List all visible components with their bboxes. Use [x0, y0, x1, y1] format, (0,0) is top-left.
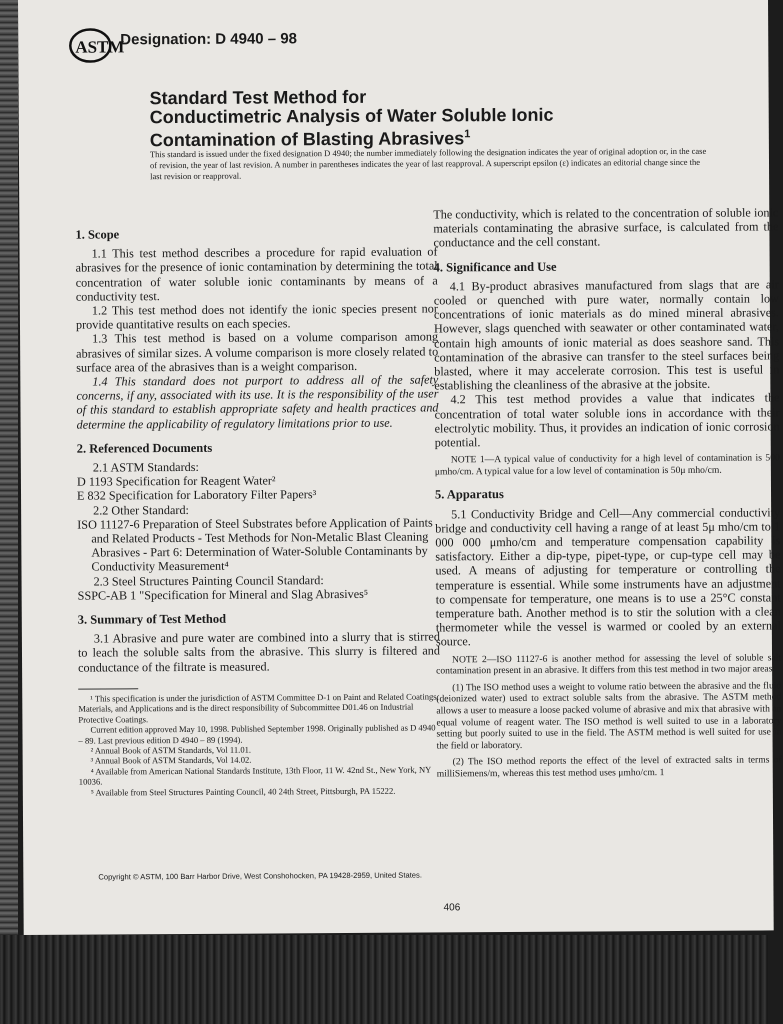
footnote-1-edition: Current edition approved May 10, 1998. Published September 1998. Originally published as D 4940 – 89. Last previous edition D 4940 – 89 (1994).: [78, 722, 436, 746]
footnote-divider: [78, 688, 138, 689]
ref-2-3: 2.3 Steel Structures Painting Council Standard:: [93, 572, 324, 589]
standard-note: This standard is issued under the fixed designation D 4940; the number immediately following the designation indicates the year of original adoption or, in the case of revision, the year of last revision. A number in parentheses indicates the year of last reapproval. A superscript epsilon (ε) indicates an editorial change since the last revision or reapproval.: [149, 145, 707, 182]
footnotes: [78, 691, 441, 797]
section-summary-heading: 3. Summary of Test Method: [77, 611, 227, 627]
document-title: [150, 86, 630, 150]
footnote-5: ⁵ Available from Steel Structures Painting Council, 40 24th Street, Pittsburgh, PA 15222.: [90, 785, 396, 798]
ref-2-2: 2.2 Other Standard:: [93, 502, 189, 518]
ref-sspc-ab1: SSPC-AB 1 "Specification for Mineral and Slag Abrasives⁵: [77, 586, 369, 603]
summary-3-1: 3.1 Abrasive and pure water are combined into a slurry that is stirred to leach the soluble salts from the abrasive. This slurry is filtered and conductance of the filtrate is measured.: [77, 629, 441, 675]
note-2-item-1: (1) The ISO method uses a weight to volume ratio between the abrasive and the fluid (deionized water) used to extract soluble salts from the abrasive. The ASTM method allows a user to measure a loose packed volume of abrasive and mix that abrasive with an equal volume of reagent water. The ISO method is well suited to use in a laboratory setting but poorly suited to use in the field. The ASTM method is well suited for use in the field or laboratory.: [436, 680, 782, 752]
footnote-1: ¹ This specification is under the jurisdiction of ASTM Committee D-1 on Paint and Related Coatings, Materials, and Applications and is the direct responsibility of Subcommittee D01.46 on Industrial Protective Coatings.: [78, 691, 439, 725]
note-2-item-2: (2) The ISO method reports the effect of the level of extracted salts in terms of milliSiemens/m, whereas this test method uses μmho/cm. 1: [436, 754, 782, 780]
significance-4-1: 4.1 By-product abrasives manufactured from slags that are air cooled or quenched with pure water, normally contain low concentrations of ionic materials as do mined mineral abrasives. However, slags quenched with seawater or other contaminated water, contain high amounts of ionic material as does seashore sand. This contamination of the abrasive can transfer to the steel surfaces being blasted, where it may accelerate corrosion. This test is useful in establishing the cleanliness of the abrasive at the jobsite.: [433, 277, 780, 393]
footnote-4: ⁴ Available from American National Standards Institute, 13th Floor, 11 W. 42nd St., New York, NY 10036.: [78, 764, 432, 787]
astm-logo-icon: [68, 25, 125, 63]
title-line-2: Conductimetric Analysis of Water Soluble Ionic: [149, 104, 554, 128]
copyright-line: Copyright © ASTM, 100 Barr Harbor Drive, West Conshohocken, PA 19428-2959, United States.: [98, 870, 422, 882]
scan-left-edge: [0, 0, 18, 1024]
scope-1-3: 1.3 This test method is based on a volume comparison among abrasives of similar sizes. A volume comparison is more closely related to surface area of the abrasives than is a weight comparison.: [76, 329, 439, 375]
note-2: NOTE 2—ISO 11127-6 is another method for assessing the level of soluble salt contamination present in an abrasive. It differs from this test method in two major areas:: [436, 652, 782, 677]
section-referenced-heading: 2. Referenced Documents: [76, 440, 213, 456]
note-1: NOTE 1—A typical value of conductivity for a high level of contamination is 500 μmho/cm. A typical value for a low level of contamination is 50μ mho/cm.: [434, 452, 780, 478]
ref-iso-11127-6: ISO 11127-6 Preparation of Steel Substrates before Application of Paints and Related Products - Test Methods for Non-Metalic Blast Cleaning Abrasives - Part 6: Determination of Water-Soluble Contaminants by Conductivity Measurement⁴: [77, 515, 433, 575]
section-scope-heading: 1. Scope: [75, 227, 120, 242]
title-line-3: Contamination of Blasting Abrasives: [149, 128, 465, 151]
footnote-3: ³ Annual Book of ASTM Standards, Vol 14.02.: [90, 754, 252, 766]
scope-1-4: 1.4 This standard does not purport to address all of the safety concerns, if any, associated with its use. It is the responsibility of the user of this standard to establish appropriate safety and health practices and determine the applicability of regulatory limitations prior to use.: [76, 372, 439, 432]
designation: Designation: D 4940 – 98: [120, 30, 298, 49]
footnote-2: ² Annual Book of ASTM Standards, Vol 11.01.: [90, 744, 252, 756]
title-line-1: Standard Test Method for: [149, 86, 367, 109]
significance-4-2: 4.2 This test method provides a value that indicates the concentration of total water soluble ions in accordance with their electrolytic mobility. Thus, it provides an indication of ionic corrosion potential.: [434, 390, 780, 450]
right-column: [433, 205, 782, 785]
scan-bottom-edge: [0, 935, 768, 1024]
section-significance-heading: 4. Significance and Use: [433, 259, 557, 275]
scope-1-1: 1.1 This test method describes a procedure for rapid evaluation of abrasives for the presence of ionic contamination by determining the total concentration of water soluble ionic contaminants by means of a conductivity test.: [75, 244, 438, 304]
ref-e832: E 832 Specification for Laboratory Filter Papers³: [76, 487, 317, 504]
page-number: 406: [443, 902, 461, 914]
left-column: [75, 215, 441, 797]
title-footnote-mark: 1: [464, 128, 471, 141]
ref-d1193: D 1193 Specification for Reagent Water²: [76, 473, 276, 489]
document-page: [18, 0, 782, 935]
summary-3-1-continued: The conductivity, which is related to the concentration of soluble ionic materials contaminating the abrasive surface, is calculated from the conductance and the cell constant.: [433, 205, 779, 250]
apparatus-5-1: 5.1 Conductivity Bridge and Cell—Any commercial conductivity bridge and conductivity cell having a range of at least 5μ mho/cm to 1 000 000 μmho/cm and temperature compensation capability is satisfactory. Either a dip-type, pipet-type, or cup-type cell may be used. A means of adjusting for temperature or controlling the temperature is essential. While some instruments have an adjustment to compensate for temperature, one means is to use a 25°C constant temperature bath. Another method is to stir the solution with a clean thermometer while the vessel is warmed or cooled by an external source.: [435, 504, 781, 649]
ref-2-1: 2.1 ASTM Standards:: [92, 459, 199, 475]
svg-text:ASTM: ASTM: [75, 37, 125, 57]
section-apparatus-heading: 5. Apparatus: [434, 487, 504, 502]
scope-1-2: 1.2 This test method does not identify the ionic species present nor provide quantitative results on each species.: [75, 301, 438, 332]
